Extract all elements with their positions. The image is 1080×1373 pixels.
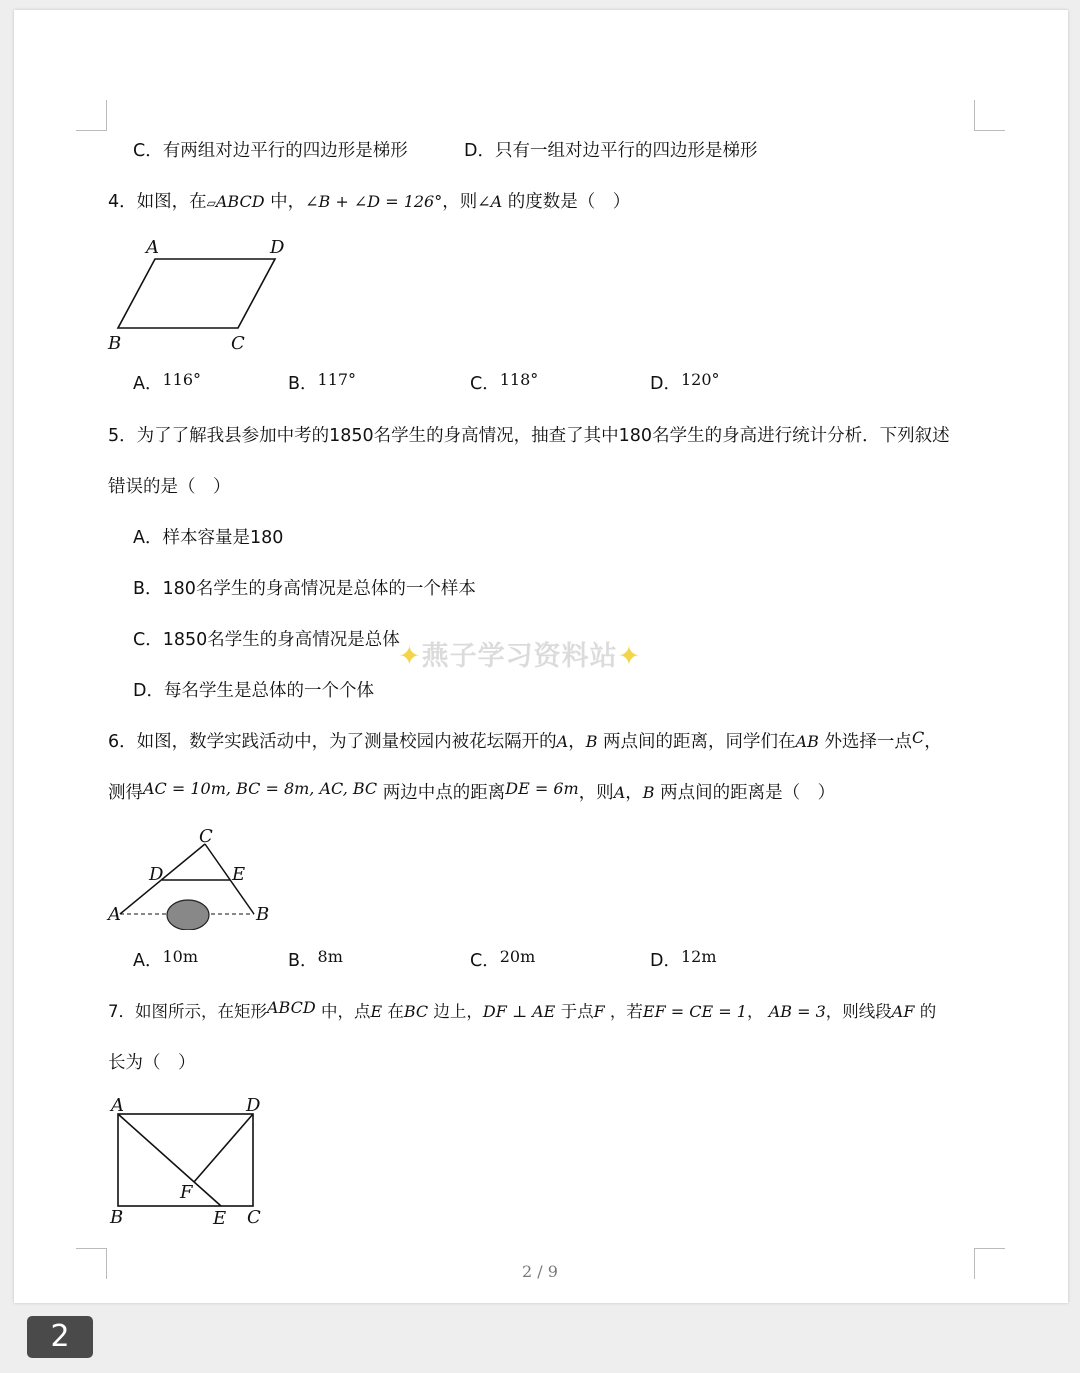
fig6-label-d: D xyxy=(149,864,164,885)
fig4-label-b: B xyxy=(108,333,122,354)
q4-option-b: B．117° xyxy=(288,370,357,394)
page-indicator: 2 / 9 xyxy=(522,1262,558,1281)
q6-option-c: C．20m xyxy=(470,947,536,971)
fig6-label-b: B xyxy=(256,904,270,925)
q7-rectangle-figure xyxy=(100,1092,280,1232)
fig6-label-a: A xyxy=(108,904,121,925)
q6-option-b: B．8m xyxy=(288,947,343,971)
fig7-label-f: F xyxy=(180,1182,193,1203)
crop-mark-bottom-right xyxy=(974,1248,1005,1279)
watermark: ✦燕子学习资料站✦ xyxy=(398,641,642,672)
q5-option-a: A．样本容量是180 xyxy=(133,528,284,548)
side-cb xyxy=(205,844,254,914)
q5-stem-line2: 错误的是（ ） xyxy=(108,477,231,497)
segment-df xyxy=(194,1114,253,1182)
fig6-label-c: C xyxy=(199,826,213,847)
q5-option-c: C．1850名学生的身高情况是总体 xyxy=(133,630,400,650)
q7-stem-line1: 7．如图所示，在矩形ABCD 中，点E 在BC 边上，DF ⊥ AE 于点F ，若EF = CE = 1， AB = 3，则线段AF 的 xyxy=(108,998,937,1021)
q4-stem: 4．如图，在▱ABCD 中，∠B + ∠D = 126°，则∠A 的度数是（ ） xyxy=(108,192,631,212)
segment-ae xyxy=(118,1114,221,1206)
q4-option-d: D．120° xyxy=(650,370,720,394)
q4-option-c: C．118° xyxy=(470,370,539,394)
fig7-label-a: A xyxy=(111,1095,124,1116)
flower-bed xyxy=(167,900,209,930)
q6-triangle-figure xyxy=(100,822,280,930)
crop-mark-bottom-left xyxy=(76,1248,107,1279)
q4-parallelogram-figure xyxy=(100,232,300,357)
fig6-label-e: E xyxy=(232,864,246,885)
q4-option-a: A．116° xyxy=(133,370,202,394)
q3-option-d: D．只有一组对边平行的四边形是梯形 xyxy=(464,141,758,161)
fig7-label-d: D xyxy=(246,1095,261,1116)
q3-option-c: C．有两组对边平行的四边形是梯形 xyxy=(133,141,408,161)
fig7-label-c: C xyxy=(247,1207,261,1228)
q5-option-d: D．每名学生是总体的一个个体 xyxy=(133,681,374,701)
crop-mark-top-left xyxy=(76,100,107,131)
q7-stem-line2: 长为（ ） xyxy=(108,1053,196,1073)
q6-stem-line2: 测得AC = 10m, BC = 8m, AC, BC 两边中点的距离DE = 6m，则A，B 两点间的距离是（ ） xyxy=(108,779,836,803)
page-badge[interactable]: 2 xyxy=(27,1316,93,1358)
parallelogram-shape xyxy=(118,259,275,328)
q6-option-d: D．12m xyxy=(650,947,717,971)
fig7-label-b: B xyxy=(110,1207,124,1228)
q6-option-a: A．10m xyxy=(133,947,199,971)
fig4-label-a: A xyxy=(146,237,159,258)
fig7-label-e: E xyxy=(213,1208,227,1229)
q5-option-b: B．180名学生的身高情况是总体的一个样本 xyxy=(133,579,476,599)
fig4-label-d: D xyxy=(270,237,285,258)
q6-stem-line1: 6．如图，数学实践活动中，为了测量校园内被花坛隔开的A，B 两点间的距离，同学们在AB 外选择一点C， xyxy=(108,728,942,752)
crop-mark-top-right xyxy=(974,100,1005,131)
q5-stem-line1: 5．为了了解我县参加中考的1850名学生的身高情况，抽查了其中180名学生的身高进行统计分析．下列叙述 xyxy=(108,426,950,446)
fig4-label-c: C xyxy=(231,333,245,354)
